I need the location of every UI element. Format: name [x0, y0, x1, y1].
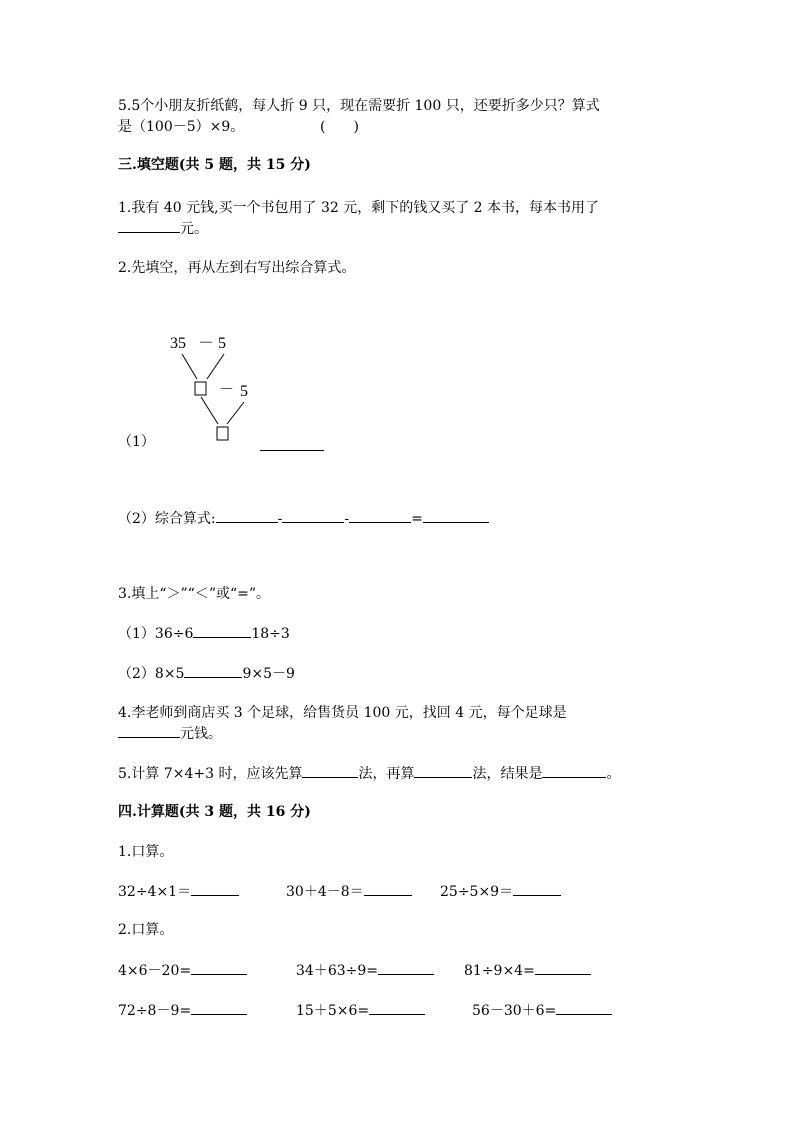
- fill-q3-part2: [118, 663, 295, 684]
- fill-q5-blank-2[interactable]: [414, 763, 472, 778]
- fill-q3-part2-right: 9×5－9: [242, 666, 295, 682]
- calc-q2-row2-blank-2[interactable]: [369, 1000, 425, 1015]
- fill-q2-blank-c[interactable]: [349, 508, 411, 523]
- fill-q3-title: 3.填上“＞”“＜”或“=”。: [118, 586, 271, 602]
- tree-number-5a: 5: [218, 335, 226, 352]
- fill-q3-part1-right: 18÷3: [251, 626, 290, 642]
- fill-q4-unit: 元钱。: [180, 726, 222, 742]
- calc-q2-row2-blank-3[interactable]: [556, 1000, 612, 1015]
- fill-q2-blank-a[interactable]: [216, 508, 278, 523]
- fill-q4-line2: [118, 723, 222, 744]
- calculation-tree-diagram: [160, 330, 270, 445]
- calc-q2-row1-blank-3[interactable]: [535, 960, 591, 975]
- tree-branch-left-1: [182, 354, 197, 379]
- fill-q2-part1-label: （1）: [118, 434, 155, 450]
- fill-q2-part1: [118, 432, 155, 452]
- fill-q2-blank-b[interactable]: [282, 508, 344, 523]
- calc-q1-blank-1[interactable]: [191, 881, 239, 896]
- fill-q5-part3: 法，结果是: [472, 766, 543, 782]
- fill-q2-part2: [118, 508, 489, 529]
- tree-number-35: 35: [170, 335, 186, 352]
- calc-q2-row2-blank-1[interactable]: [191, 1000, 247, 1015]
- section4-title: 四.计算题(共 3 题，共 16 分): [118, 804, 311, 820]
- fill-q3-part2-left: （2）8×5: [118, 666, 185, 682]
- calc-q2-title: 2.口算。: [118, 922, 174, 938]
- fill-q3-part1-left: （1）36÷6: [118, 626, 194, 642]
- fill-q2-part1-blank[interactable]: [260, 436, 324, 451]
- fill-q1-line2: [118, 218, 208, 239]
- judge-q5-formula: 是（100－5）×9。: [118, 119, 245, 135]
- tree-answer-box-1[interactable]: [195, 382, 206, 395]
- calc-q2-row1-item-1: 4×6－20=: [118, 960, 247, 981]
- section3-title: 三.填空题(共 5 题，共 15 分): [118, 157, 311, 173]
- calc-q2-row1-blank-1[interactable]: [191, 960, 247, 975]
- fill-q5-part2: 法，再算: [358, 766, 415, 782]
- fill-q2-minus-1: -: [277, 511, 283, 527]
- fill-q5-part1: 5.计算 7×4+3 时，应该先算: [118, 766, 303, 782]
- calc-q2-row1-item-2: 34＋63÷9=: [296, 960, 434, 981]
- calc-q1-blank-2[interactable]: [364, 881, 412, 896]
- calc-q1-blank-3[interactable]: [513, 881, 561, 896]
- fill-q5-part4: 。: [606, 766, 621, 782]
- judge-q5-answer-paren[interactable]: ( ): [320, 119, 359, 135]
- tree-answer-box-2[interactable]: [217, 427, 228, 440]
- fill-q2-blank-result[interactable]: [423, 508, 489, 523]
- calc-q2-row1-item-3: 81÷9×4=: [464, 960, 591, 981]
- calc-q2-row2-item-3: 56－30＋6=: [472, 1000, 612, 1021]
- tree-number-5b: 5: [240, 383, 248, 400]
- tree-branch-right-1: [207, 354, 224, 379]
- tree-branch-left-2: [201, 397, 218, 424]
- fill-q5-blank-3[interactable]: [542, 763, 606, 778]
- fill-q5-blank-1[interactable]: [302, 763, 358, 778]
- calc-q2-row2-item-1: 72÷8－9=: [118, 1000, 247, 1021]
- calc-q2-row1-blank-2[interactable]: [378, 960, 434, 975]
- fill-q2-title: 2.先填空，再从左到右写出综合算式。: [118, 260, 356, 276]
- fill-q5: [118, 763, 620, 784]
- tree-minus-1: －: [198, 335, 215, 352]
- fill-q3-part1: [118, 623, 290, 644]
- calc-q2-row2-item-2: 15＋5×6=: [296, 1000, 425, 1021]
- calc-q1-item-3: 25÷5×9＝: [440, 881, 561, 902]
- tree-minus-2: －: [219, 382, 235, 398]
- judge-q5-line2: [118, 117, 359, 137]
- fill-q2-part2-label: （2）综合算式:: [118, 511, 216, 527]
- judge-q5-line1: 5.5个小朋友折纸鹤，每人折 9 只，现在需要折 100 只，还要折多少只？算式: [118, 98, 600, 114]
- fill-q2-minus-2: -: [344, 511, 350, 527]
- fill-q3-part2-blank[interactable]: [184, 663, 242, 678]
- calc-q1-item-1: 32÷4×1＝: [118, 881, 239, 902]
- calc-q1-title: 1.口算。: [118, 844, 174, 860]
- fill-q2-equals: =: [411, 511, 423, 527]
- fill-q1-blank[interactable]: [118, 218, 180, 233]
- fill-q4-line1: 4.李老师到商店买 3 个足球，给售货员 100 元，找回 4 元，每个足球是: [118, 705, 567, 721]
- fill-q4-blank[interactable]: [118, 723, 180, 738]
- fill-q1-line1: 1.我有 40 元钱,买一个书包用了 32 元，剩下的钱又买了 2 本书，每本书用了: [118, 200, 600, 216]
- fill-q1-unit: 元。: [180, 221, 208, 237]
- tree-branch-right-2: [227, 402, 244, 424]
- calc-q1-item-2: 30＋4－8＝: [286, 881, 412, 902]
- fill-q3-part1-blank[interactable]: [193, 623, 251, 638]
